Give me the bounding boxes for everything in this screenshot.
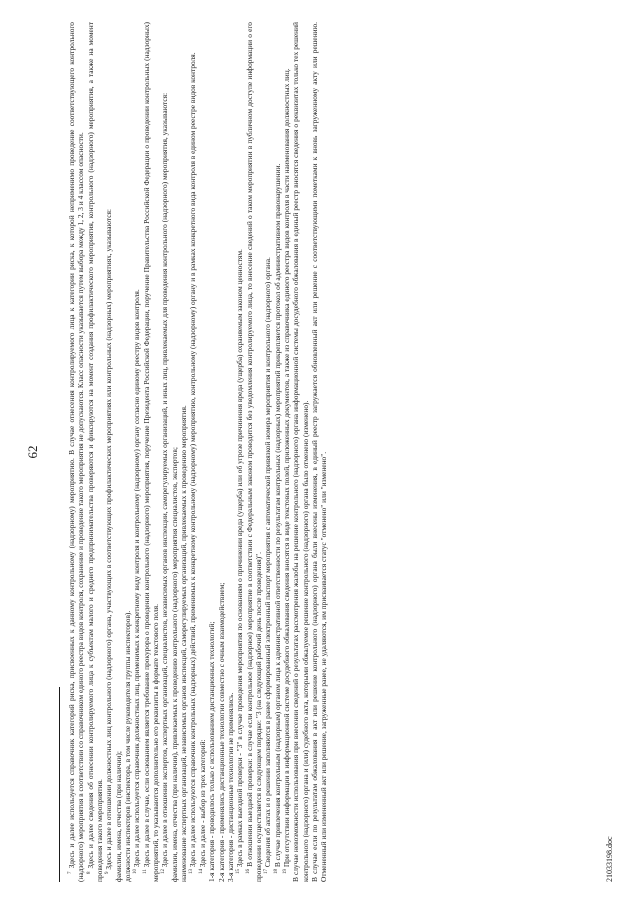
footnote-text: Здесь и далее в случае, если основанием является требование прокурора о проведении контрольного (надзорного) мероприятия, поручение Президента Российской Федерации, поручение Правительства Российской Федерации о проведении контрольных (надзорных) мероприятий, то указываются дополнительно его реквизиты в формате текстового поля.: [141, 22, 161, 882]
footnote-text: Здесь и далее в отношении должностных лиц контрольного (надзорного) органа, участвующих в соответствующих профилактических мероприятиях или контрольных (надзорных) мероприятиях, указываются:: [104, 209, 114, 872]
footnote-mark: 15: [236, 869, 242, 874]
footnote-paragraph: [142, 22, 161, 882]
footnotes-block: [67, 22, 329, 882]
footnote-paragraph: [217, 22, 226, 882]
footnote-mark: 17: [264, 869, 270, 874]
footnote-paragraph: [235, 22, 244, 882]
footnote-text: фамилии, имена, отчества (при наличии), привлекаемых к проведению контрольного (надзорного) мероприятия специалистов, экспертов;: [169, 447, 179, 882]
footnote-text: В отношении выездной проверки: в случае если контрольное (надзорное) мероприятие в соответствии с Федеральным законом проводится без уведомления контролируемого лица, то внесение сведений о таком мероприятии в публичном доступе информации о его проведении осуществляется в следующем порядке: "3 (на следующий рабочий день после проведения)".: [244, 22, 263, 882]
footnote-mark: 10: [133, 869, 139, 874]
footnote-paragraph: [86, 22, 105, 882]
footnote-mark: 14: [198, 869, 204, 874]
footnote-text: В случае если по результатам обжалования в акт или решение контрольного (надзорного) органа были внесены изменения, в единый реестр загружается обновленный акт или решение с соответствующими пометками к вновь загруженному акту или решению. Отмененный или измененный акт или решение, загруженные ранее, не удаляются, им присваивается статус "отменено" или "изменено".: [309, 22, 329, 882]
rotated-page-content: [25, 22, 615, 882]
footnote-text: Здесь и далее - выбор из трех категорий:: [197, 739, 207, 869]
footnote-paragraph: [198, 22, 207, 882]
footnote-paragraph: [273, 22, 282, 882]
footnote-text: Здесь и далее в отношении экспертов, экспертных организаций, специалистов, независимых органов инспекции, саморегулируемых организаций, и иных лиц, привлекаемых для проведения контрольного (надзорного) мероприятия, указываются:: [160, 92, 170, 869]
footnote-mark: 9: [105, 871, 111, 874]
footnote-paragraph: [188, 22, 197, 882]
footnote-text: 3-я категория - дистанционные технологии не применялись.: [225, 692, 235, 882]
footnote-paragraph: [67, 22, 86, 882]
footnote-mark: 7: [68, 871, 73, 874]
footnote-paragraph: [291, 22, 310, 882]
footnote-paragraph: [310, 22, 329, 882]
footnote-paragraph: [282, 22, 291, 882]
footnote-paragraph: [114, 22, 123, 882]
footnote-paragraph: [245, 22, 264, 882]
document-file-code: 21033198.doc: [605, 836, 614, 882]
footnote-paragraph: [179, 22, 188, 882]
footnote-text: Здесь в рамках выездной проверки - "3" в случае проведения мероприятия по основаниям о причинении вреда (ущерба) или об угрозе причинения вреда (ущерба) охраняемым законом ценностям.: [235, 249, 245, 869]
footnote-mark: 8: [86, 871, 92, 874]
footnote-text: Сведения об актах и о решении заполняются в ранее сформированный электронный паспорт мероприятия с автоматической привязкой номера мероприятия и контрольного (надзорного) органа.: [263, 257, 273, 869]
footnote-mark: 11: [142, 869, 148, 874]
footnote-text: Здесь и далее используется справочник категорий риска, присвоенных к данному контрольному (надзорному) мероприятию. В случае отнесения контролируемого лица к категории риска, к которой неприменимо проведение соответствующего контрольного (надзорного) мероприятия в соответствии со справочником единого реестра видов контроля, сохранение и проведение такого мероприятия не допускаются. Класс опасности указывается путем выбора между 1, 2, 3 и 4 классом опасности.: [67, 22, 86, 882]
footnote-mark: 12: [161, 869, 167, 874]
footnote-mark: 18: [273, 869, 279, 874]
footnote-paragraph: [132, 22, 141, 882]
footnote-mark: 19: [282, 869, 288, 874]
footnote-mark: 13: [189, 869, 195, 874]
footnote-paragraph: [170, 22, 179, 882]
footnote-paragraph: [104, 22, 113, 882]
page-number: 62: [25, 445, 40, 459]
footnote-text: 1-я категория - проводилось только с использованием дистанционных технологий;: [207, 621, 217, 882]
footnote-text: Здесь и далее используется справочник должностных лиц, применимых к конкретному виду контроля и контрольному (надзорному) органу согласно единому реестру видов контроля.: [132, 289, 142, 869]
footnote-text: В случае невозможности использования при внесении сведений о результатах рассмотрения жалобы на решение контрольного (надзорного) органа информационной системы досудебного обжалования в единый реестр вносятся сведения о реквизитах только тех решений контрольного (надзорного) органа и (или) судебного акта, которыми обжалуемое решение контрольного (надзорного) органа было отменено (изменено).: [291, 22, 310, 882]
footnote-paragraph: [160, 22, 169, 882]
footnote-text: фамилии, имена, отчества (при наличии);: [113, 751, 123, 882]
footnote-separator: [59, 687, 60, 882]
footnote-paragraph: [263, 22, 272, 882]
footnote-paragraph: [226, 22, 235, 882]
footnote-text: 2-я категория - применялись дистанционные технологии совместно с очным взаимодействием;: [216, 582, 226, 882]
footnote-mark: 16: [245, 869, 251, 874]
footnote-text: В случае привлечения контрольным (надзорным) органом лица к административной ответственности по результатам контрольных (надзорных) мероприятий прикрепляется протокол об административном правонарушении.: [272, 163, 282, 869]
footnote-paragraph: [123, 22, 132, 882]
footnote-text: Здесь и далее сведения об отнесении контролируемого лица к субъектам малого и среднего предпринимательства проверяются и фиксируются на момент создания профилактического мероприятия, контрольного (надзорного) мероприятия, а также на момент проведения такого мероприятия.: [85, 22, 105, 882]
footnote-paragraph: [207, 22, 216, 882]
footnote-text: должности инспекторов (инспектора, в том числе руководителя группы инспекторов).: [123, 610, 133, 882]
footnote-text: При отсутствии информации в информационной системе досудебного обжалования сведения вносятся в виде текстовых полей, приложенных документов, а также из справочника единого реестра видов контроля в части наименования должностных лиц.: [281, 68, 291, 869]
footnote-text: Здесь и далее используются справочник контрольных (надзорных) действий, применимых к конкретному контрольному (надзорному) мероприятию, контрольному (надзорному) органу и в рамках конкретного вида контроля в едином реестре видов контроля.: [188, 52, 198, 869]
footnote-text: наименование экспертных организаций, независимых органов инспекций, саморегулируемых организаций, привлекаемых к проведению мероприятия.: [179, 405, 189, 882]
